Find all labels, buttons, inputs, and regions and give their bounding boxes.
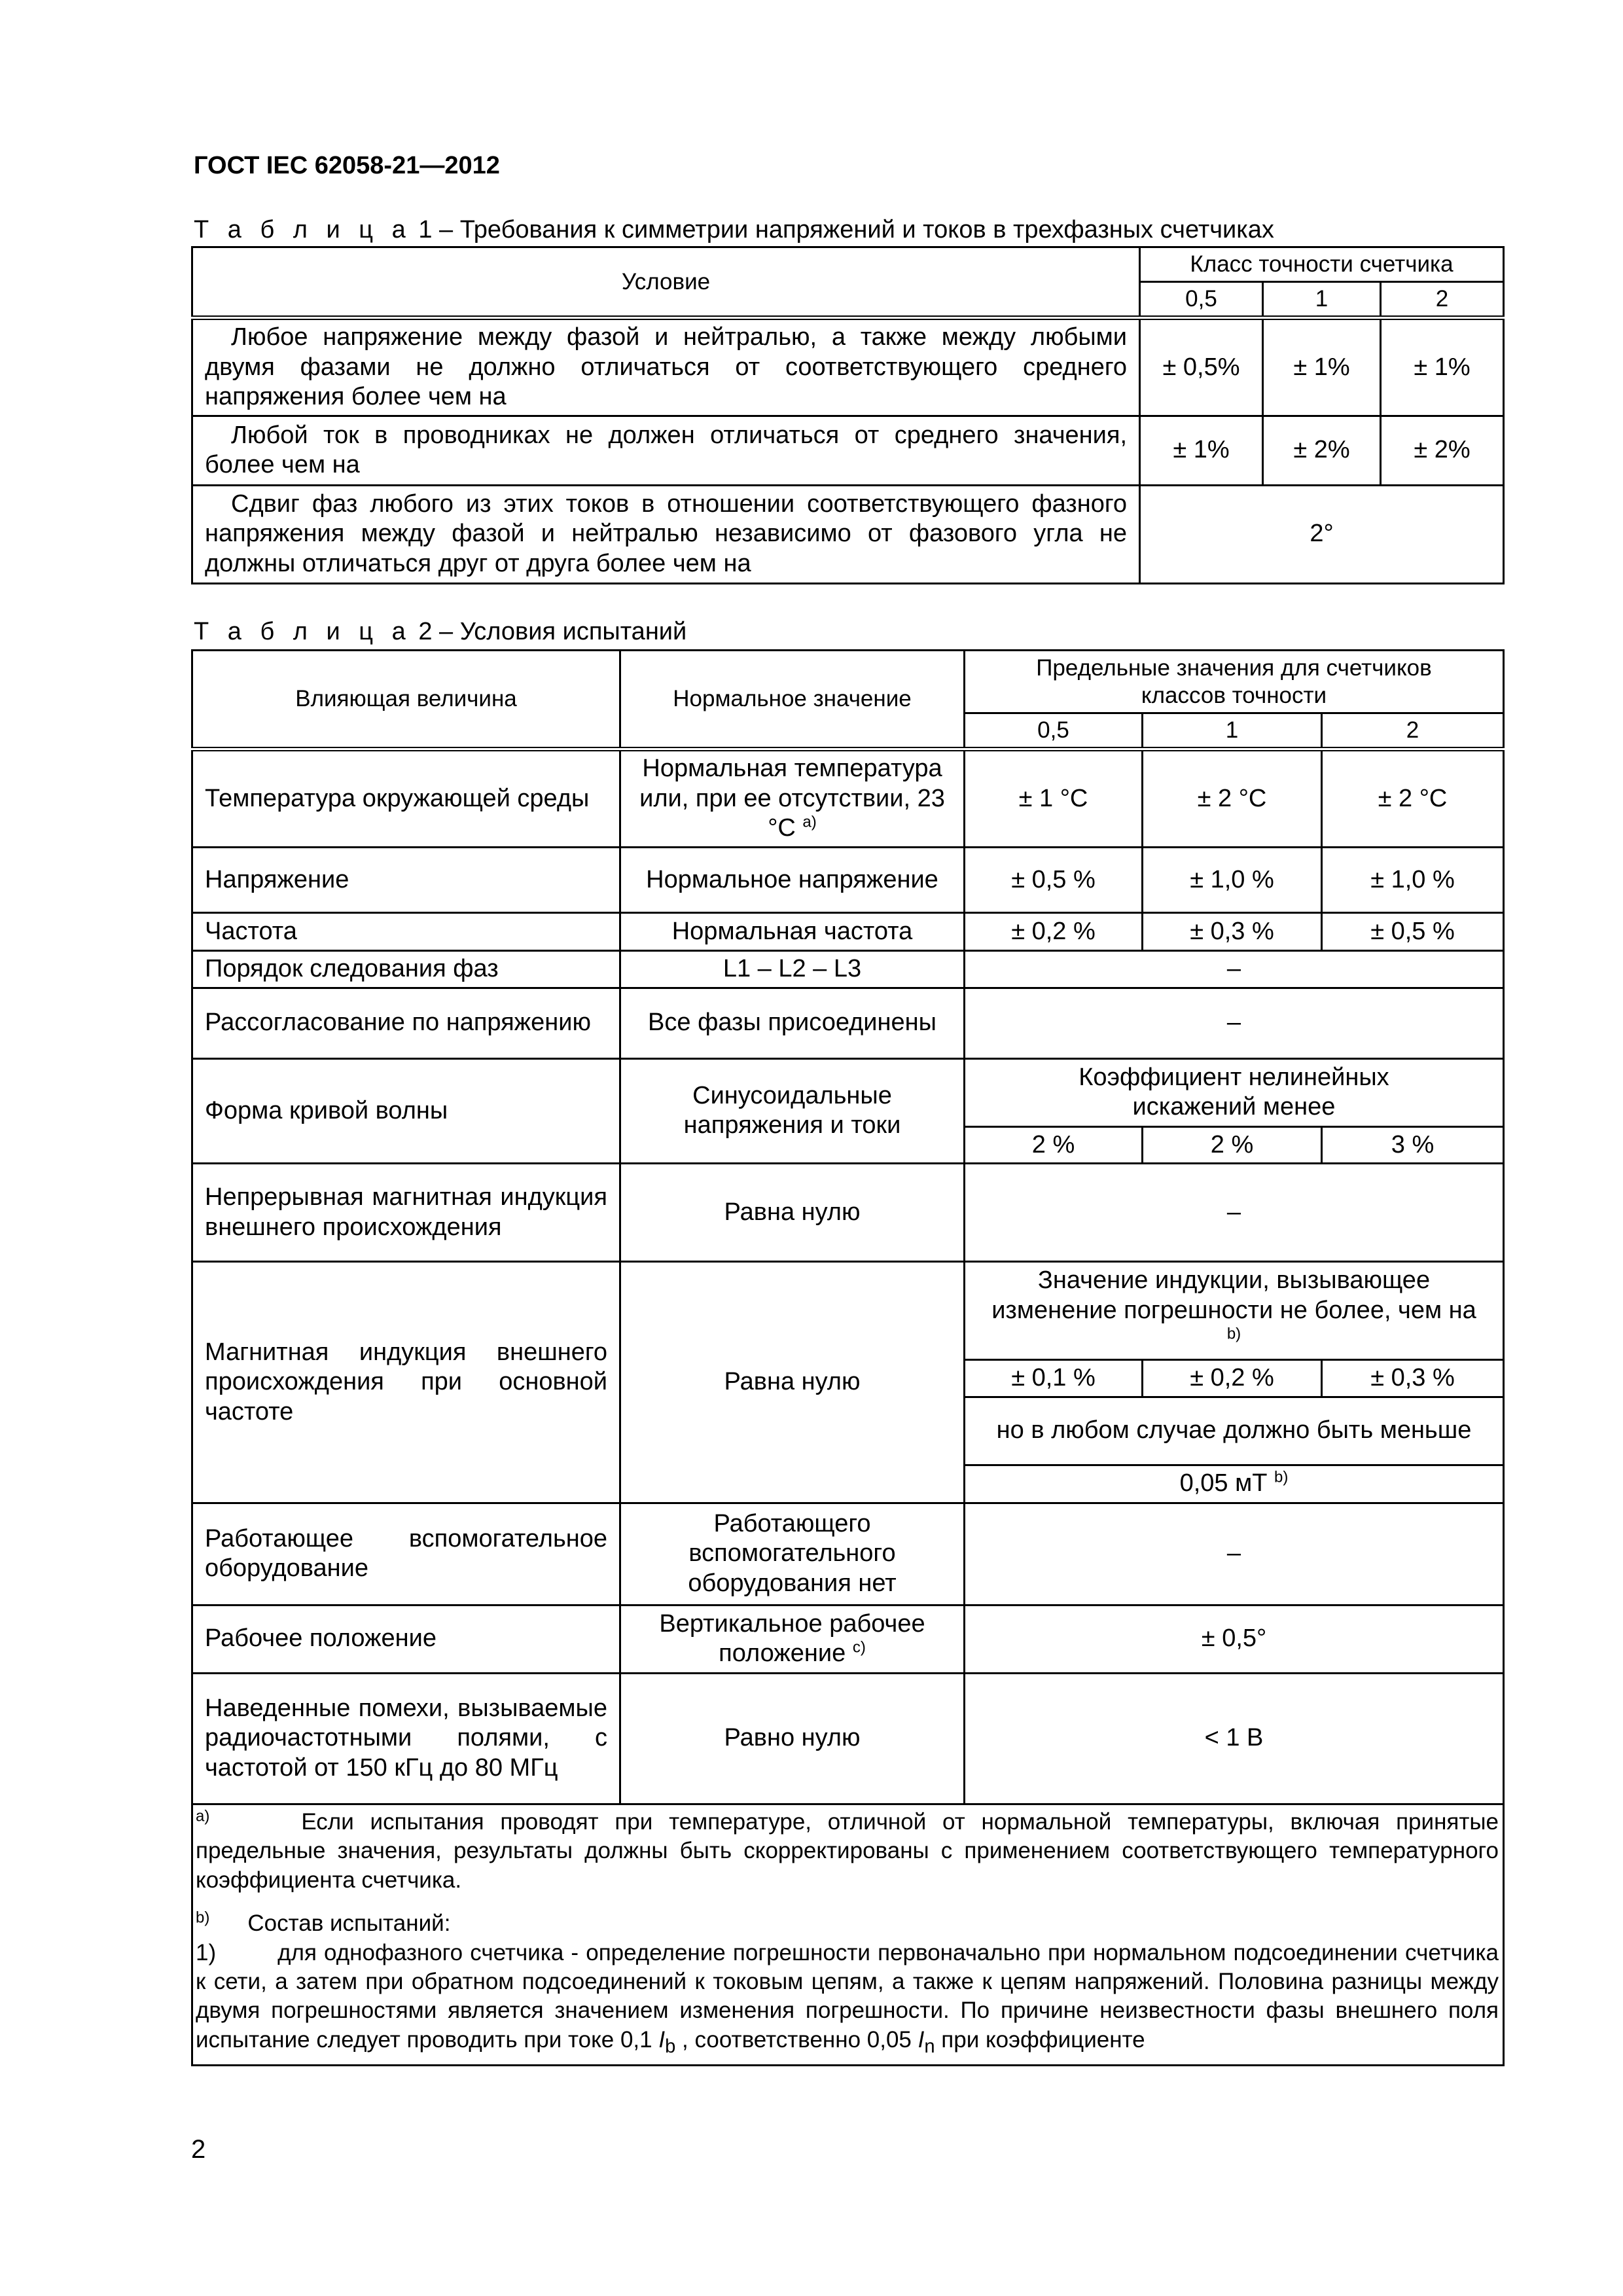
table1-row2-v2: ± 2% — [1263, 416, 1381, 485]
table2-row-waveform — [192, 1058, 1504, 1126]
table1-row3-value: 2° — [1140, 485, 1504, 583]
voltage-unbalance-value: – — [965, 988, 1504, 1058]
note-b-title: Состав испытаний: — [247, 1910, 451, 1937]
rf-interference-name: Наведенные помехи, вызываемые радиочастотными полями, с частотой от 150 кГц до 80 МГц — [192, 1673, 620, 1804]
page-number: 2 — [191, 2135, 206, 2164]
note-a-text: Если испытания проводят при температуре, отличной от нормальной температуры, включая принятые предельные значения, результаты должны быть скорректированы с применением соответствующего температурного коэффициента счетчика. — [196, 1808, 1499, 1893]
position-note: с) — [852, 1638, 866, 1657]
auxiliary-value: – — [965, 1503, 1504, 1605]
voltage-normal: Нормальное напряжение — [620, 848, 965, 913]
table2-row-dc-magnetic — [192, 1164, 1504, 1262]
ac-magnetic-limit-text: 0,05 мТ — [1179, 1469, 1268, 1498]
ac-magnetic-limit — [965, 1465, 1504, 1503]
note-b1-mark: 1) — [196, 1939, 217, 1965]
table1-class-1: 1 — [1263, 282, 1381, 318]
table2-col-limits: Предельные значения для счетчиков классов точности — [965, 651, 1504, 713]
table1-col-condition: Условие — [192, 247, 1140, 318]
note-b-mark: b) — [196, 1909, 210, 1927]
table2-row-frequency — [192, 913, 1504, 951]
position-value: ± 0,5° — [965, 1605, 1504, 1673]
note-b1-in-sub: n — [924, 2036, 935, 2057]
waveform-v1: 2 % — [965, 1126, 1143, 1164]
table1-row2-condition: Любой ток в проводниках не должен отличаться от среднего значения, более чем на — [192, 416, 1140, 485]
ac-magnetic-but-text: но в любом случае должно быть меньше — [965, 1397, 1504, 1465]
ac-magnetic-limit-note: b) — [1274, 1468, 1289, 1486]
ac-magnetic-note: b) — [1226, 1325, 1241, 1343]
note-a-mark: а) — [196, 1807, 210, 1825]
position-name: Рабочее положение — [192, 1605, 620, 1673]
document-header: ГОСТ IEC 62058-21—2012 — [194, 152, 500, 179]
table2-row-voltage — [192, 848, 1504, 913]
position-normal — [620, 1605, 965, 1673]
table1-row2-v1: ± 1% — [1140, 416, 1263, 485]
table2-row-temperature — [192, 749, 1504, 848]
table1-caption-word: Т а б л и ц а — [194, 216, 412, 243]
rf-interference-normal: Равно нулю — [620, 1673, 965, 1804]
table1-caption — [194, 216, 1274, 244]
phase-sequence-normal: L1 – L2 – L3 — [620, 951, 965, 988]
ac-magnetic-v3: ± 0,3 % — [1322, 1360, 1504, 1397]
table2-caption-word: Т а б л и ц а — [194, 618, 412, 645]
voltage-unbalance-normal: Все фазы присоединены — [620, 988, 965, 1058]
ac-magnetic-name: Магнитная индукция внешнего происхождения при основной частоте — [192, 1262, 620, 1503]
table2-col-quantity: Влияющая величина — [192, 651, 620, 749]
phase-sequence-value: – — [965, 951, 1504, 988]
ac-magnetic-v2: ± 0,2 % — [1143, 1360, 1322, 1397]
table1 — [191, 246, 1505, 584]
table2 — [191, 649, 1505, 2066]
voltage-unbalance-name: Рассогласование по напряжению — [192, 988, 620, 1058]
table1-row1-v3: ± 1% — [1381, 318, 1504, 416]
table2-caption — [194, 618, 687, 646]
position-normal-text: Вертикальное рабочее положение — [659, 1609, 925, 1668]
voltage-name: Напряжение — [192, 848, 620, 913]
ac-magnetic-normal: Равна нулю — [620, 1262, 965, 1503]
table1-row1-v2: ± 1% — [1263, 318, 1381, 416]
table1-row1-v1: ± 0,5% — [1140, 318, 1263, 416]
note-b — [196, 1909, 1499, 1938]
note-b1-text-end: при коэффициенте — [935, 2026, 1145, 2053]
waveform-normal: Синусоидальные напряжения и токи — [620, 1058, 965, 1164]
temperature-v2: ± 2 °С — [1143, 749, 1322, 848]
note-b1-ib: I — [658, 2026, 666, 2053]
table1-row2-v3: ± 2% — [1381, 416, 1504, 485]
dc-magnetic-normal: Равна нулю — [620, 1164, 965, 1262]
note-b1-text-mid: , соответственно 0,05 — [675, 2026, 918, 2053]
phase-sequence-name: Порядок следования фаз — [192, 951, 620, 988]
auxiliary-normal: Работающего вспомогательного оборудования нет — [620, 1503, 965, 1605]
ac-magnetic-header-text: Значение индукции, вызывающее изменение погрешности не более, чем на — [991, 1266, 1476, 1324]
temperature-name: Температура окружающей среды — [192, 749, 620, 848]
temperature-normal — [620, 749, 965, 848]
table2-row-position — [192, 1605, 1504, 1673]
table1-class-2: 2 — [1381, 282, 1504, 318]
voltage-v3: ± 1,0 % — [1322, 848, 1504, 913]
waveform-name: Форма кривой волны — [192, 1058, 620, 1164]
note-b1-ib-sub: b — [665, 2036, 676, 2057]
frequency-v3: ± 0,5 % — [1322, 913, 1504, 951]
frequency-v2: ± 0,3 % — [1143, 913, 1322, 951]
frequency-name: Частота — [192, 913, 620, 951]
temperature-v3: ± 2 °С — [1322, 749, 1504, 848]
waveform-v3: 3 % — [1322, 1126, 1504, 1164]
temperature-note: а) — [802, 813, 817, 831]
rf-interference-value: < 1 В — [965, 1673, 1504, 1804]
table2-caption-text: 2 – Условия испытаний — [411, 618, 687, 645]
table1-col-class: Класс точности счетчика — [1140, 247, 1504, 282]
note-b1 — [196, 1939, 1499, 2059]
frequency-v1: ± 0,2 % — [965, 913, 1143, 951]
table1-caption-text: 1 – Требования к симметрии напряжений и токов в трехфазных счетчиках — [411, 216, 1274, 243]
table2-class-05: 0,5 — [965, 713, 1143, 749]
table2-row-voltage-unbalance — [192, 988, 1504, 1058]
dc-magnetic-name: Непрерывная магнитная индукция внешнего происхождения — [192, 1164, 620, 1262]
table1-row1-condition: Любое напряжение между фазой и нейтралью, а также между любыми двумя фазами не должно отличаться от соответствующего среднего напряжения более чем на — [192, 318, 1140, 416]
temperature-v1: ± 1 °С — [965, 749, 1143, 848]
table1-row3-condition: Сдвиг фаз любого из этих токов в отношении соответствующего фазного напряжения между фазой и нейтралью независимо от фазового угла не должны отличаться друг от друга более чем на — [192, 485, 1140, 583]
table2-col-normal: Нормальное значение — [620, 651, 965, 749]
ac-magnetic-v1: ± 0,1 % — [965, 1360, 1143, 1397]
waveform-v2: 2 % — [1143, 1126, 1322, 1164]
note-b1-in: I — [918, 2026, 925, 2053]
temperature-normal-text: Нормальная температура или, при ее отсутствии, 23 °С — [639, 755, 945, 842]
ac-magnetic-header — [965, 1262, 1504, 1360]
table2-row-phase-sequence — [192, 951, 1504, 988]
waveform-header: Коэффициент нелинейных искажений менее — [965, 1058, 1504, 1126]
table1-class-05: 0,5 — [1140, 282, 1263, 318]
voltage-v2: ± 1,0 % — [1143, 848, 1322, 913]
auxiliary-name: Работающее вспомогательное оборудование — [192, 1503, 620, 1605]
table2-row-auxiliary — [192, 1503, 1504, 1605]
note-b1-text-start: для однофазного счетчика - определение погрешности первоначально при нормальном подсоединении счетчика к сети, а затем при обратном подсоединений к токовым цепям, а также к цепям напряжений. Половина разницы между двумя погрешностями является значением изменения погрешности. По причине неизвестности фазы внешнего поля испытание следует проводить при токе 0,1 — [196, 1939, 1499, 2053]
table2-class-2: 2 — [1322, 713, 1504, 749]
dc-magnetic-value: – — [965, 1164, 1504, 1262]
table2-row-rf-interference — [192, 1673, 1504, 1804]
table2-row-ac-magnetic — [192, 1262, 1504, 1360]
table2-class-1: 1 — [1143, 713, 1322, 749]
voltage-v1: ± 0,5 % — [965, 848, 1143, 913]
table2-notes — [192, 1804, 1504, 2065]
note-a — [196, 1808, 1499, 1895]
frequency-normal: Нормальная частота — [620, 913, 965, 951]
